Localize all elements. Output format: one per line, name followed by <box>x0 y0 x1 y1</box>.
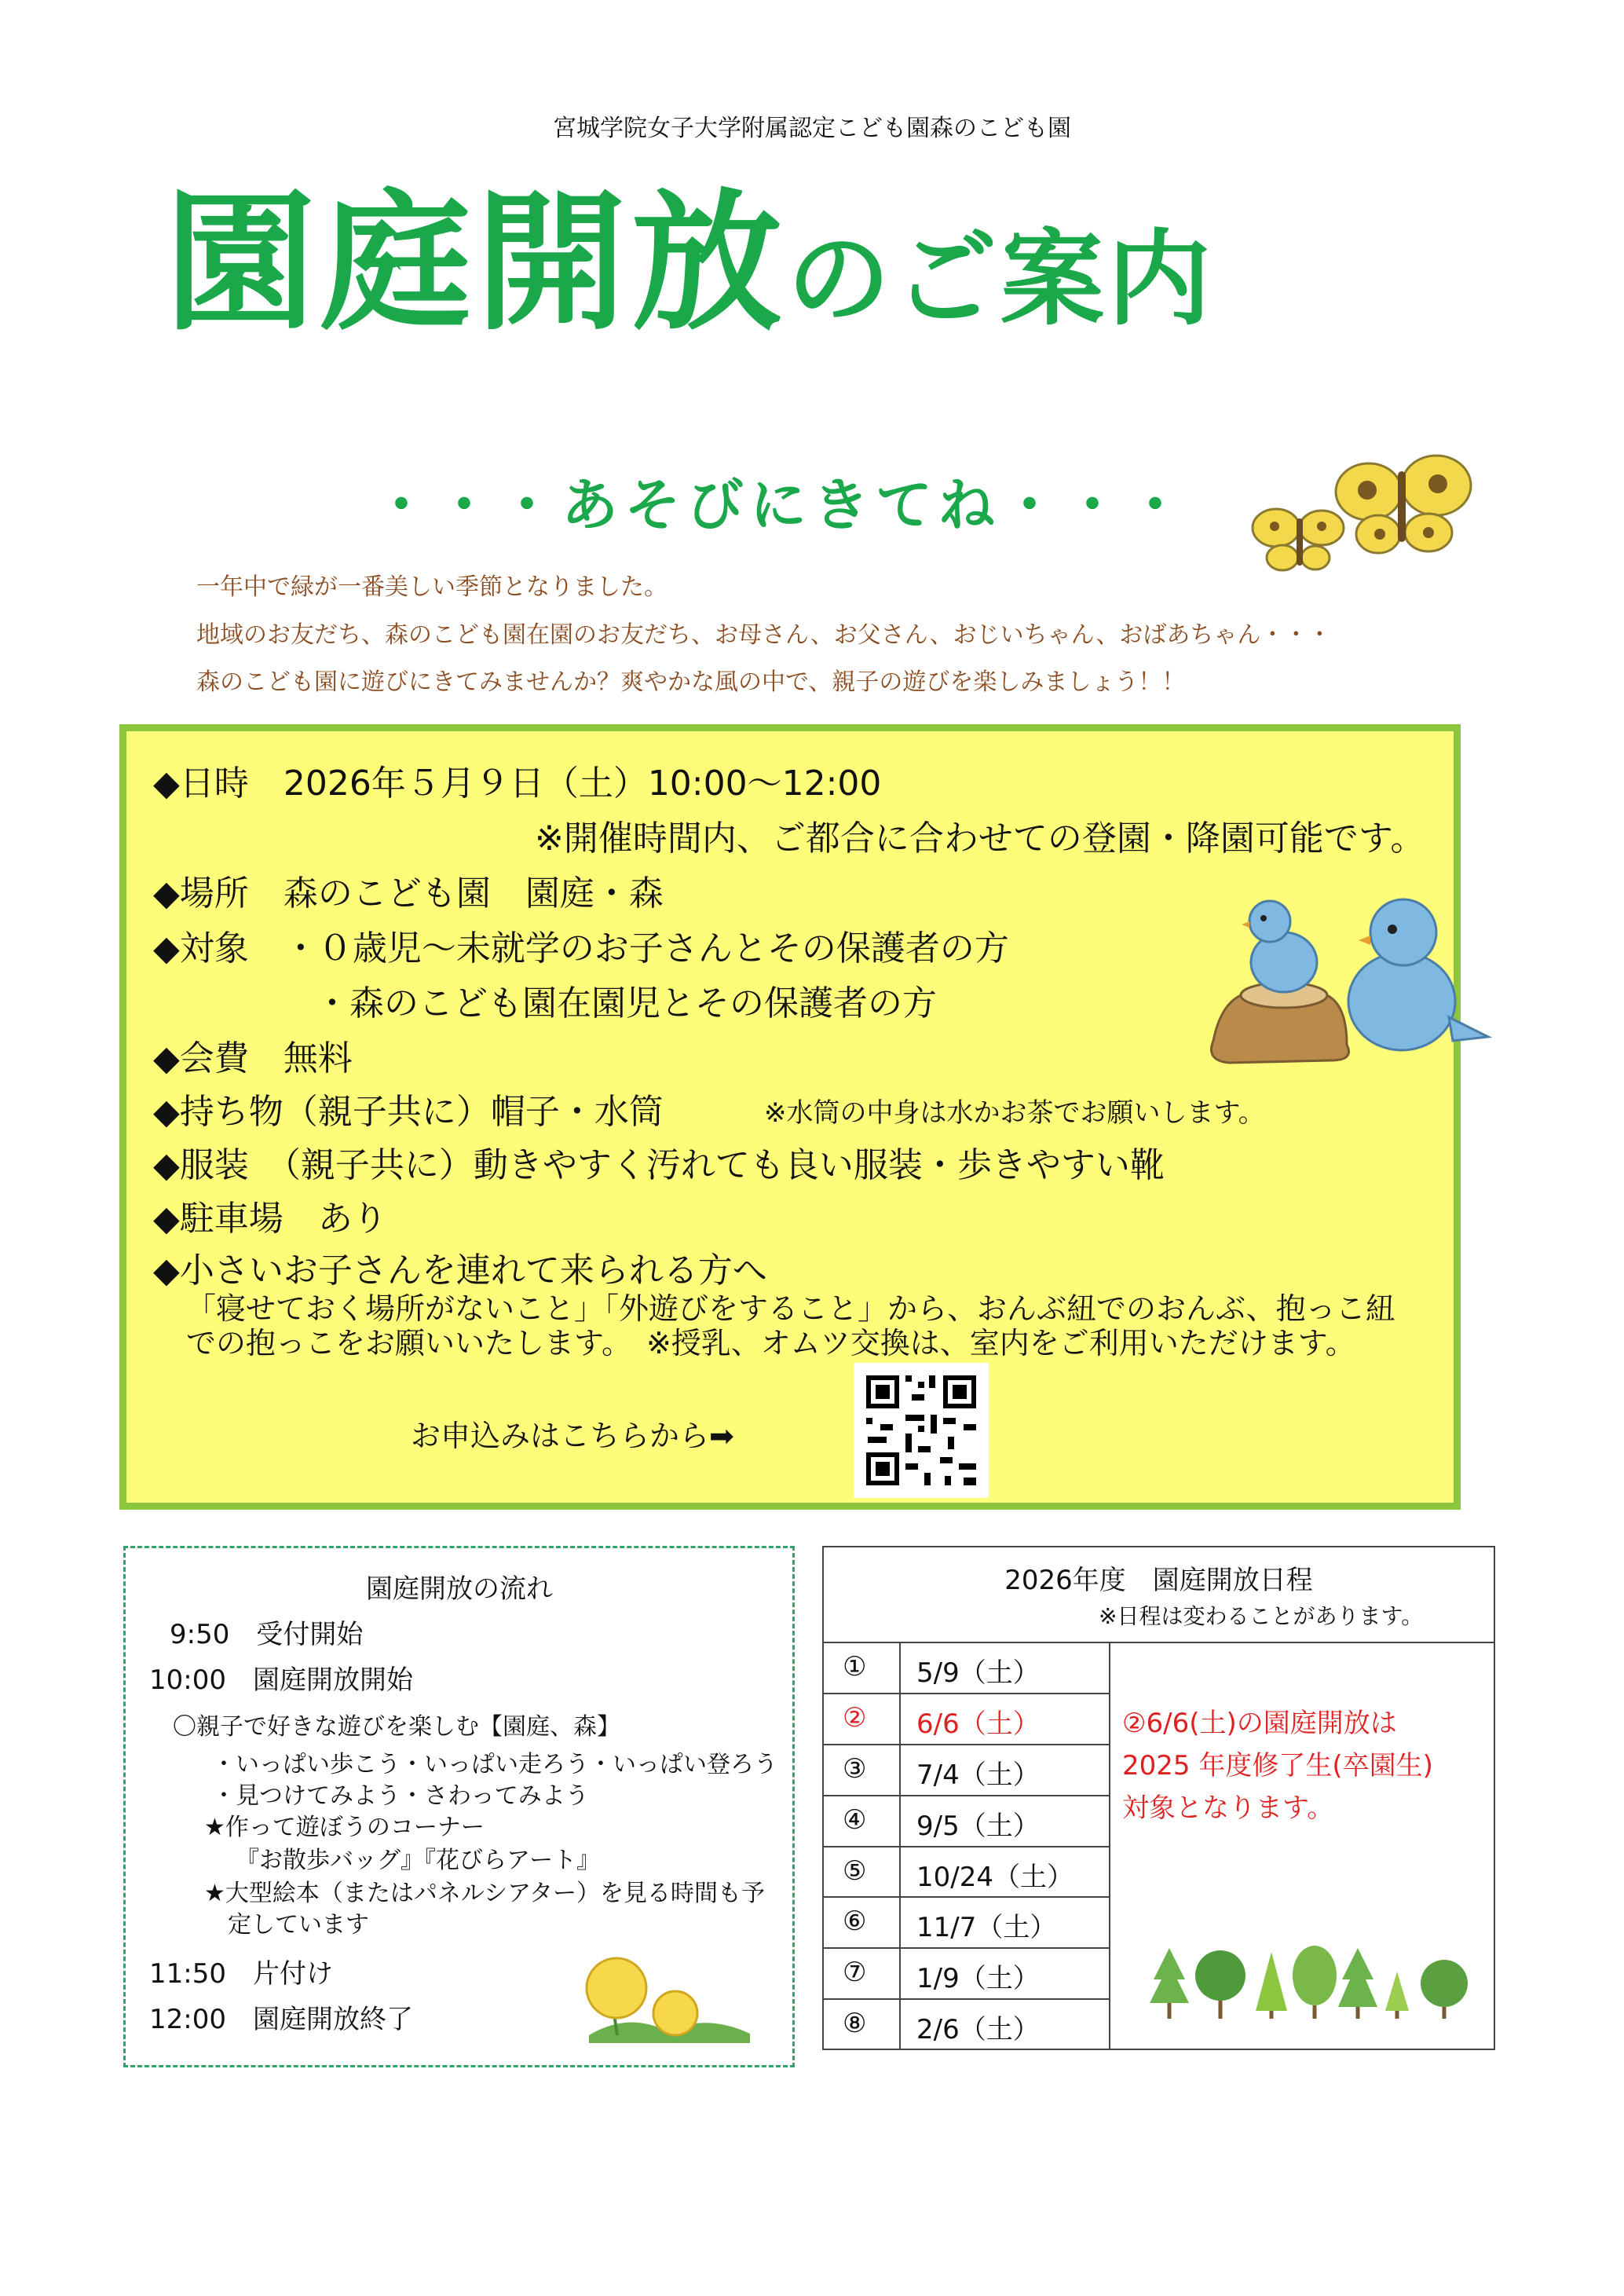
schedule-row-date: 9/5（土） <box>916 1811 1040 1842</box>
flow-item: 9:50 受付開始 <box>170 1619 364 1650</box>
bird-large-icon <box>1348 899 1488 1050</box>
butterfly-small-icon <box>1253 509 1344 570</box>
schedule-row-date: 5/9（土） <box>916 1657 1040 1689</box>
flow-item: 『お散歩バッグ』『花びらアート』 <box>236 1847 601 1874</box>
schedule-row-date: 7/4（土） <box>916 1760 1040 1791</box>
schedule-row-date: 11/7（土） <box>916 1912 1057 1943</box>
schedule-row-number: ④ <box>843 1804 867 1836</box>
flow-item: 〇親子で好きな遊びを楽しむ【園庭、森】 <box>173 1713 620 1741</box>
bird-illustration <box>1198 884 1504 1080</box>
page-title <box>165 176 1214 351</box>
organization-name: 宮城学院女子大学附属認定こども園森のこども園 <box>553 115 1071 142</box>
schedule-row-number: ① <box>843 1651 867 1683</box>
schedule-row-date: 10/24（土） <box>916 1862 1074 1893</box>
schedule-row-date: 6/6（土） <box>916 1708 1040 1740</box>
schedule-remark-line-2: 2025 年度修了生(卒園生) <box>1122 1750 1433 1782</box>
flow-item: 10:00 園庭開放開始 <box>149 1664 413 1696</box>
info-panel <box>119 724 1461 1510</box>
schedule-row-number: ⑤ <box>843 1855 867 1887</box>
dandelion-illustration <box>581 1925 762 2043</box>
stump-icon <box>1212 983 1349 1063</box>
butterfly-illustration <box>1245 440 1480 605</box>
info-belongings: ◆持ち物（親子共に）帽子・水筒 <box>153 1092 664 1132</box>
subtitle: ・・・あそびにきてね・・・ <box>372 472 1190 538</box>
info-parking: ◆駐車場 あり <box>153 1199 387 1239</box>
dandelion-small-icon <box>653 1991 697 2035</box>
dandelion-large-icon <box>587 1958 646 2018</box>
qr-code-icon[interactable] <box>854 1363 989 1498</box>
apply-label: お申込みはこちらから➡ <box>411 1419 734 1453</box>
schedule-row-number: ③ <box>843 1753 867 1785</box>
info-datetime-note: ※開催時間内、ご都合に合わせての登園・降園可能です。 <box>535 818 1425 859</box>
schedule-row-number: ⑧ <box>843 2008 867 2039</box>
intro-line-1: 一年中で緑が一番美しい季節となりました。 <box>196 573 668 601</box>
flow-item: 11:50 片付け <box>149 1958 333 1990</box>
schedule-row-date: 2/6（土） <box>916 2014 1040 2045</box>
flow-box <box>123 1546 795 2067</box>
schedule-row-number: ⑥ <box>843 1906 867 1937</box>
flow-title: 園庭開放の流れ <box>366 1573 553 1605</box>
info-place: ◆場所 森のこども園 園庭・森 <box>153 873 664 914</box>
title-main: 園庭開放 <box>165 176 787 351</box>
intro-line-2: 地域のお友だち、森のこども園在園のお友だち、お母さん、お父さん、おじいちゃん、おばあちゃん・・・ <box>196 621 1332 649</box>
info-target-1: ◆対象 ・０歳児～未就学のお子さんとその保護者の方 <box>153 928 1009 969</box>
info-small-children-detail-1: 「寝せておく場所がないこと」「外遊びをすること」から、おんぶ紐でのおんぶ、抱っこ紐 <box>186 1291 1395 1326</box>
schedule-remark-line-1: ②6/6(土)の園庭開放は <box>1122 1708 1397 1739</box>
bird-small-icon <box>1242 901 1317 992</box>
trees-illustration <box>1146 1940 1476 2027</box>
flow-item: ★作って遊ぼうのコーナー <box>204 1814 485 1841</box>
schedule-row-number: ② <box>843 1702 867 1734</box>
flow-item: ★大型絵本（またはパネルシアター）を見る時間も予 <box>204 1880 766 1907</box>
flow-item: 12:00 園庭開放終了 <box>149 2004 413 2035</box>
info-clothing: ◆服装 （親子共に）動きやすく汚れても良い服装・歩きやすい靴 <box>153 1145 1165 1185</box>
info-target-2: ・森のこども園在園児とその保護者の方 <box>315 983 937 1023</box>
info-datetime: ◆日時 2026年５月９日（土）10:00～12:00 <box>153 764 882 804</box>
title-rest: のご案内 <box>787 219 1214 340</box>
schedule-title: 2026年度 園庭開放日程 <box>1004 1565 1313 1596</box>
info-fee: ◆会費 無料 <box>153 1038 353 1078</box>
flow-item: ・見つけてみよう・さわってみよう <box>212 1782 589 1810</box>
flow-item: ・いっぱい歩こう・いっぱい走ろう・いっぱい登ろう <box>212 1751 777 1778</box>
flow-item: 定しています <box>228 1911 369 1939</box>
intro-line-3: 森のこども園に遊びにきてみませんか？爽やかな風の中で、親子の遊びを楽しみましょう！！ <box>196 668 1186 696</box>
schedule-note: ※日程は変わることがあります。 <box>1099 1603 1424 1629</box>
schedule-row-number: ⑦ <box>843 1957 867 1988</box>
info-small-children: ◆小さいお子さんを連れて来られる方へ <box>153 1251 767 1291</box>
schedule-remark-line-3: 対象となります。 <box>1122 1792 1334 1824</box>
info-small-children-detail-2: での抱っこをお願いいたします。 ※授乳、オムツ交換は、室内をご利用いただけます。 <box>186 1326 1355 1360</box>
info-belongings-note: ※水筒の中身は水かお茶でお願いします。 <box>764 1097 1265 1129</box>
butterfly-large-icon <box>1336 456 1471 553</box>
schedule-table <box>822 1546 1495 2050</box>
schedule-row-date: 1/9（土） <box>916 1963 1040 1994</box>
